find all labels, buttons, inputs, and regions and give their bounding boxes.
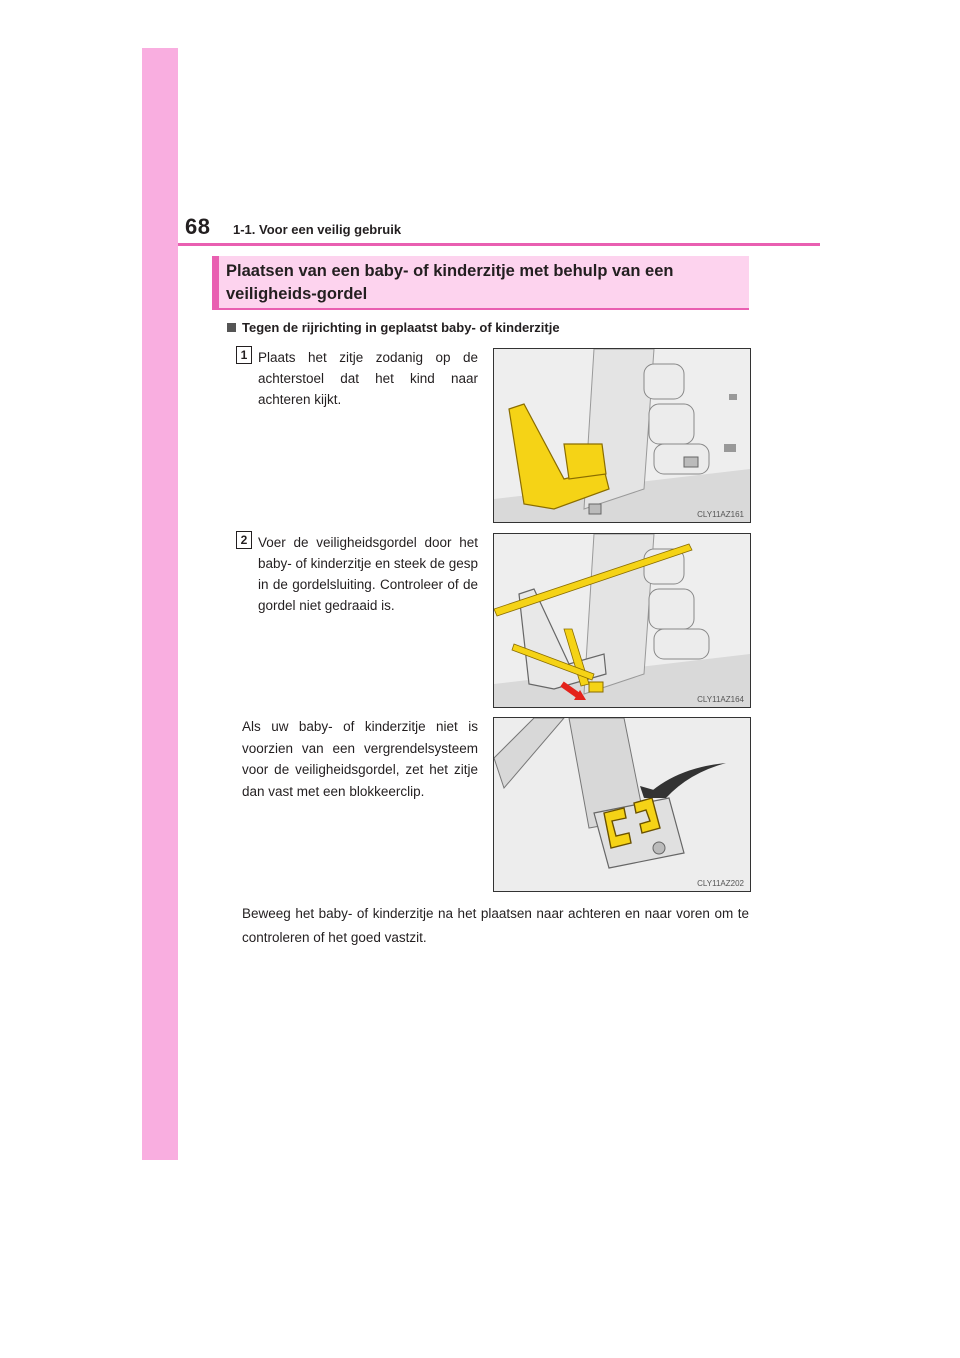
section-title-box bbox=[212, 256, 749, 310]
step-number-1: 1 bbox=[236, 346, 252, 364]
locking-clip-illustration bbox=[494, 718, 750, 891]
figure-rear-facing-seat bbox=[493, 348, 751, 523]
step-2-text: Voer de veiligheidsgordel door het baby- of kinderzitje en steek de gesp in de gordelsluiting. Controleer of de gordel niet gedraaid is. bbox=[258, 535, 478, 613]
figure-code-2: CLY11AZ164 bbox=[697, 695, 744, 704]
closing-text: Beweeg het baby- of kinderzitje na het plaatsen naar achteren en naar voren om te controleren of het goed vastzit. bbox=[242, 906, 749, 945]
figure-belt-routing bbox=[493, 533, 751, 708]
step-number-2: 2 bbox=[236, 531, 252, 549]
subheading bbox=[227, 320, 560, 335]
figure-locking-clip bbox=[493, 717, 751, 892]
side-tab-band bbox=[142, 48, 178, 1160]
figure-code-3: CLY11AZ202 bbox=[697, 879, 744, 888]
seat-illustration-1 bbox=[494, 349, 750, 522]
seat-illustration-2 bbox=[494, 534, 750, 707]
subheading-text: Tegen de rijrichting in geplaatst baby- of kinderzitje bbox=[242, 320, 560, 335]
figure-code-1: CLY11AZ161 bbox=[697, 510, 744, 519]
square-bullet-icon bbox=[227, 323, 236, 332]
header-divider bbox=[178, 243, 820, 246]
section-title: Plaatsen van een baby- of kinderzitje met behulp van een veiligheids-gordel bbox=[226, 262, 674, 303]
section-breadcrumb: 1-1. Voor een veilig gebruik bbox=[233, 222, 402, 237]
title-accent-bar bbox=[212, 256, 219, 310]
step-1-text: Plaats het zitje zodanig op de achterstoel dat het kind naar achteren kijkt. bbox=[258, 350, 478, 407]
locking-clip-note: Als uw baby- of kinderzitje niet is voorzien van een vergrendelsysteem voor de veiligheidsgordel, zet het zitje dan vast met een blokkeerclip. bbox=[242, 719, 478, 799]
page-number: 68 bbox=[185, 214, 211, 239]
